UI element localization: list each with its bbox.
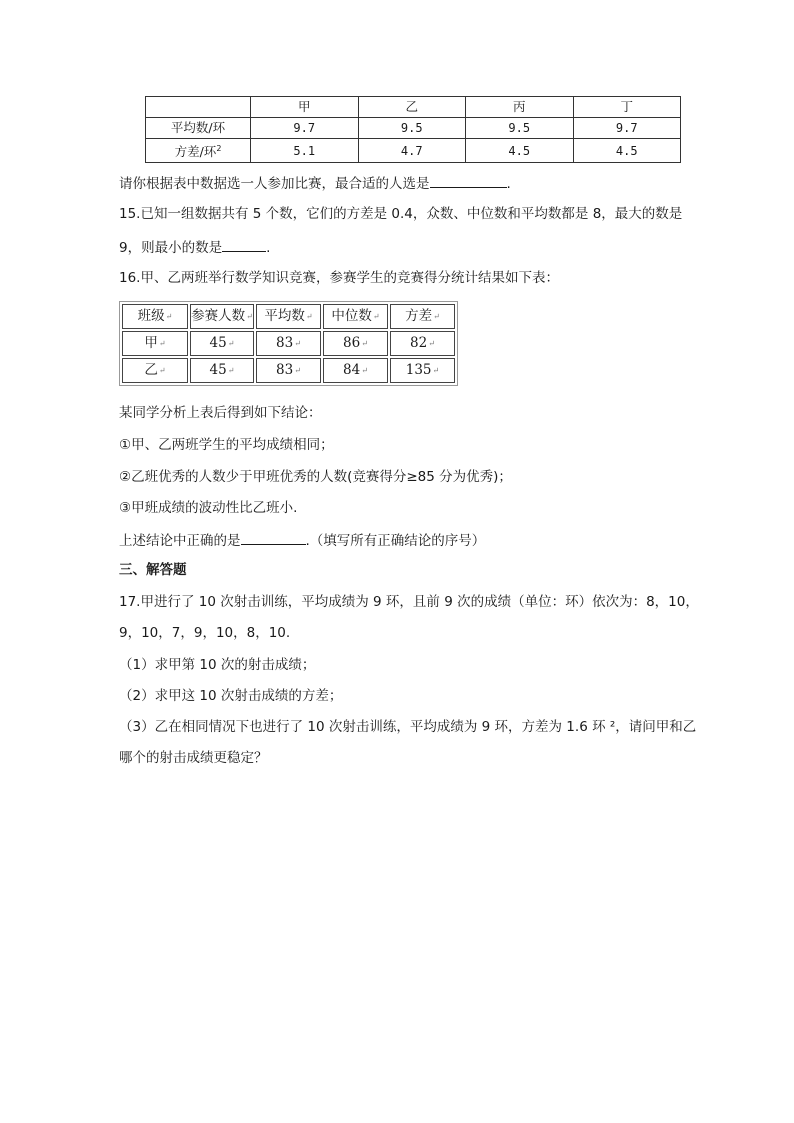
cell-text: 中位数: [331, 308, 372, 324]
row-label-text: 方差/环: [174, 144, 217, 160]
table-header-cell: [256, 304, 321, 329]
competition-table: [119, 301, 458, 386]
q15-line-2: [119, 237, 270, 257]
table-cell: [390, 358, 455, 383]
cell-text: 参赛人数: [191, 308, 246, 324]
table-header-cell: [390, 304, 455, 329]
q14-text: 请你根据表中数据选一人参加比赛，最合适的人选是: [119, 176, 430, 192]
table-cell: 5.1: [251, 139, 359, 163]
q16-ask-end: .（填写所有正确结论的序号）: [305, 533, 486, 549]
table-cell: [256, 358, 321, 383]
table-cell: [190, 331, 254, 356]
paragraph-mark-icon: ↵: [433, 312, 440, 321]
table-cell: 9.7: [573, 118, 681, 139]
paragraph-mark-icon: ↵: [294, 339, 301, 348]
cell-text: 平均数: [264, 308, 305, 324]
paragraph-mark-icon: ↵: [361, 366, 368, 375]
paragraph-mark-icon: ↵: [432, 366, 440, 375]
q16-ask: 上述结论中正确的是: [119, 533, 241, 549]
superscript: 2: [216, 144, 222, 153]
table-cell: [390, 331, 455, 356]
table-cell: 9.5: [466, 118, 574, 139]
q17-part-2: （2）求甲这 10 次射击成绩的方差；: [119, 688, 343, 704]
q15-line-1: 15.已知一组数据共有 5 个数，它们的方差是 0.4，众数、中位数和平均数都是 8，最大的数是: [119, 206, 683, 222]
paragraph-mark-icon: ↵: [294, 366, 301, 375]
row-label: 平均数/环: [146, 118, 251, 139]
q15-end: .: [266, 240, 271, 256]
score-table: [145, 96, 681, 163]
table-cell: 9.5: [358, 118, 466, 139]
row-label: [146, 139, 251, 163]
table-cell: 4.7: [358, 139, 466, 163]
cell-text: 135: [405, 362, 432, 378]
paragraph-mark-icon: ↵: [361, 339, 368, 348]
table-cell: [323, 331, 388, 356]
table-cell: [122, 331, 188, 356]
cell-text: 83: [276, 335, 294, 351]
paragraph-mark-icon: ↵: [227, 339, 235, 348]
table-header-cell: [146, 97, 251, 118]
cell-text: 甲: [144, 335, 158, 351]
paragraph-mark-icon: ↵: [372, 312, 380, 321]
cell-text: 86: [343, 335, 361, 351]
q17-part-1: （1）求甲第 10 次的射击成绩；: [119, 657, 316, 673]
table-header-cell: 丁: [573, 97, 681, 118]
cell-text: 45: [209, 362, 227, 378]
q16-question: [119, 530, 485, 550]
table-row: [146, 118, 681, 139]
q17-part-3-cont: 哪个的射击成绩更稳定？: [119, 750, 268, 766]
q16-conclusion-2: ②乙班优秀的人数少于甲班优秀的人数(竞赛得分≥85 分为优秀)；: [119, 469, 512, 485]
table-header-cell: [323, 304, 388, 329]
paragraph-mark-icon: ↵: [227, 366, 235, 375]
table-header-cell: 甲: [251, 97, 359, 118]
table-header-row: [122, 304, 455, 329]
table-cell: [323, 358, 388, 383]
table-header-cell: 乙: [358, 97, 466, 118]
answer-blank: [430, 173, 507, 188]
paragraph-mark-icon: ↵: [158, 339, 166, 348]
answer-blank: [222, 237, 266, 252]
table-header-row: [146, 97, 681, 118]
table-cell: 4.5: [466, 139, 574, 163]
q16-conclusion-3: ③甲班成绩的波动性比乙班小.: [119, 500, 298, 516]
q14-line: [119, 173, 511, 193]
paragraph-mark-icon: ↵: [305, 312, 313, 321]
table-cell: [256, 331, 321, 356]
q17-line-1: 17.甲进行了 10 次射击训练，平均成绩为 9 环，且前 9 次的成绩（单位：环）依次为：8，10，: [119, 594, 699, 610]
table-header-cell: 丙: [466, 97, 574, 118]
cell-text: 82: [410, 335, 428, 351]
cell-text: 方差: [405, 308, 433, 324]
paragraph-mark-icon: ↵: [246, 312, 253, 321]
table-header-cell: [190, 304, 254, 329]
cell-text: 83: [276, 362, 294, 378]
answer-blank: [241, 530, 306, 545]
table-cell: 4.5: [573, 139, 681, 163]
cell-text: 45: [209, 335, 227, 351]
q16-intro: 16.甲、乙两班举行数学知识竞赛，参赛学生的竞赛得分统计结果如下表：: [119, 270, 559, 286]
table-row: [146, 139, 681, 163]
paragraph-mark-icon: ↵: [165, 312, 173, 321]
cell-text: 84: [343, 362, 361, 378]
table-row: [122, 358, 455, 383]
table-cell: [122, 358, 188, 383]
q17-line-2: 9，10，7，9，10，8，10.: [119, 625, 291, 641]
q14-end: .: [506, 176, 511, 192]
q16-conclusion-1: ①甲、乙两班学生的平均成绩相同；: [119, 437, 334, 453]
paragraph-mark-icon: ↵: [428, 339, 435, 348]
table-cell: 9.7: [251, 118, 359, 139]
table-header-cell: [122, 304, 188, 329]
cell-text: 乙: [144, 362, 158, 378]
cell-text: 班级: [137, 308, 165, 324]
section-heading: 三、解答题: [119, 562, 187, 578]
paragraph-mark-icon: ↵: [158, 366, 166, 375]
q16-analysis: 某同学分析上表后得到如下结论：: [119, 405, 322, 421]
table-row: [122, 331, 455, 356]
q15-text: 9，则最小的数是: [119, 240, 223, 256]
q17-part-3: （3）乙在相同情况下也进行了 10 次射击训练，平均成绩为 9 环，方差为 1.6 环 ²，请问甲和乙: [119, 719, 697, 735]
table-cell: [190, 358, 254, 383]
